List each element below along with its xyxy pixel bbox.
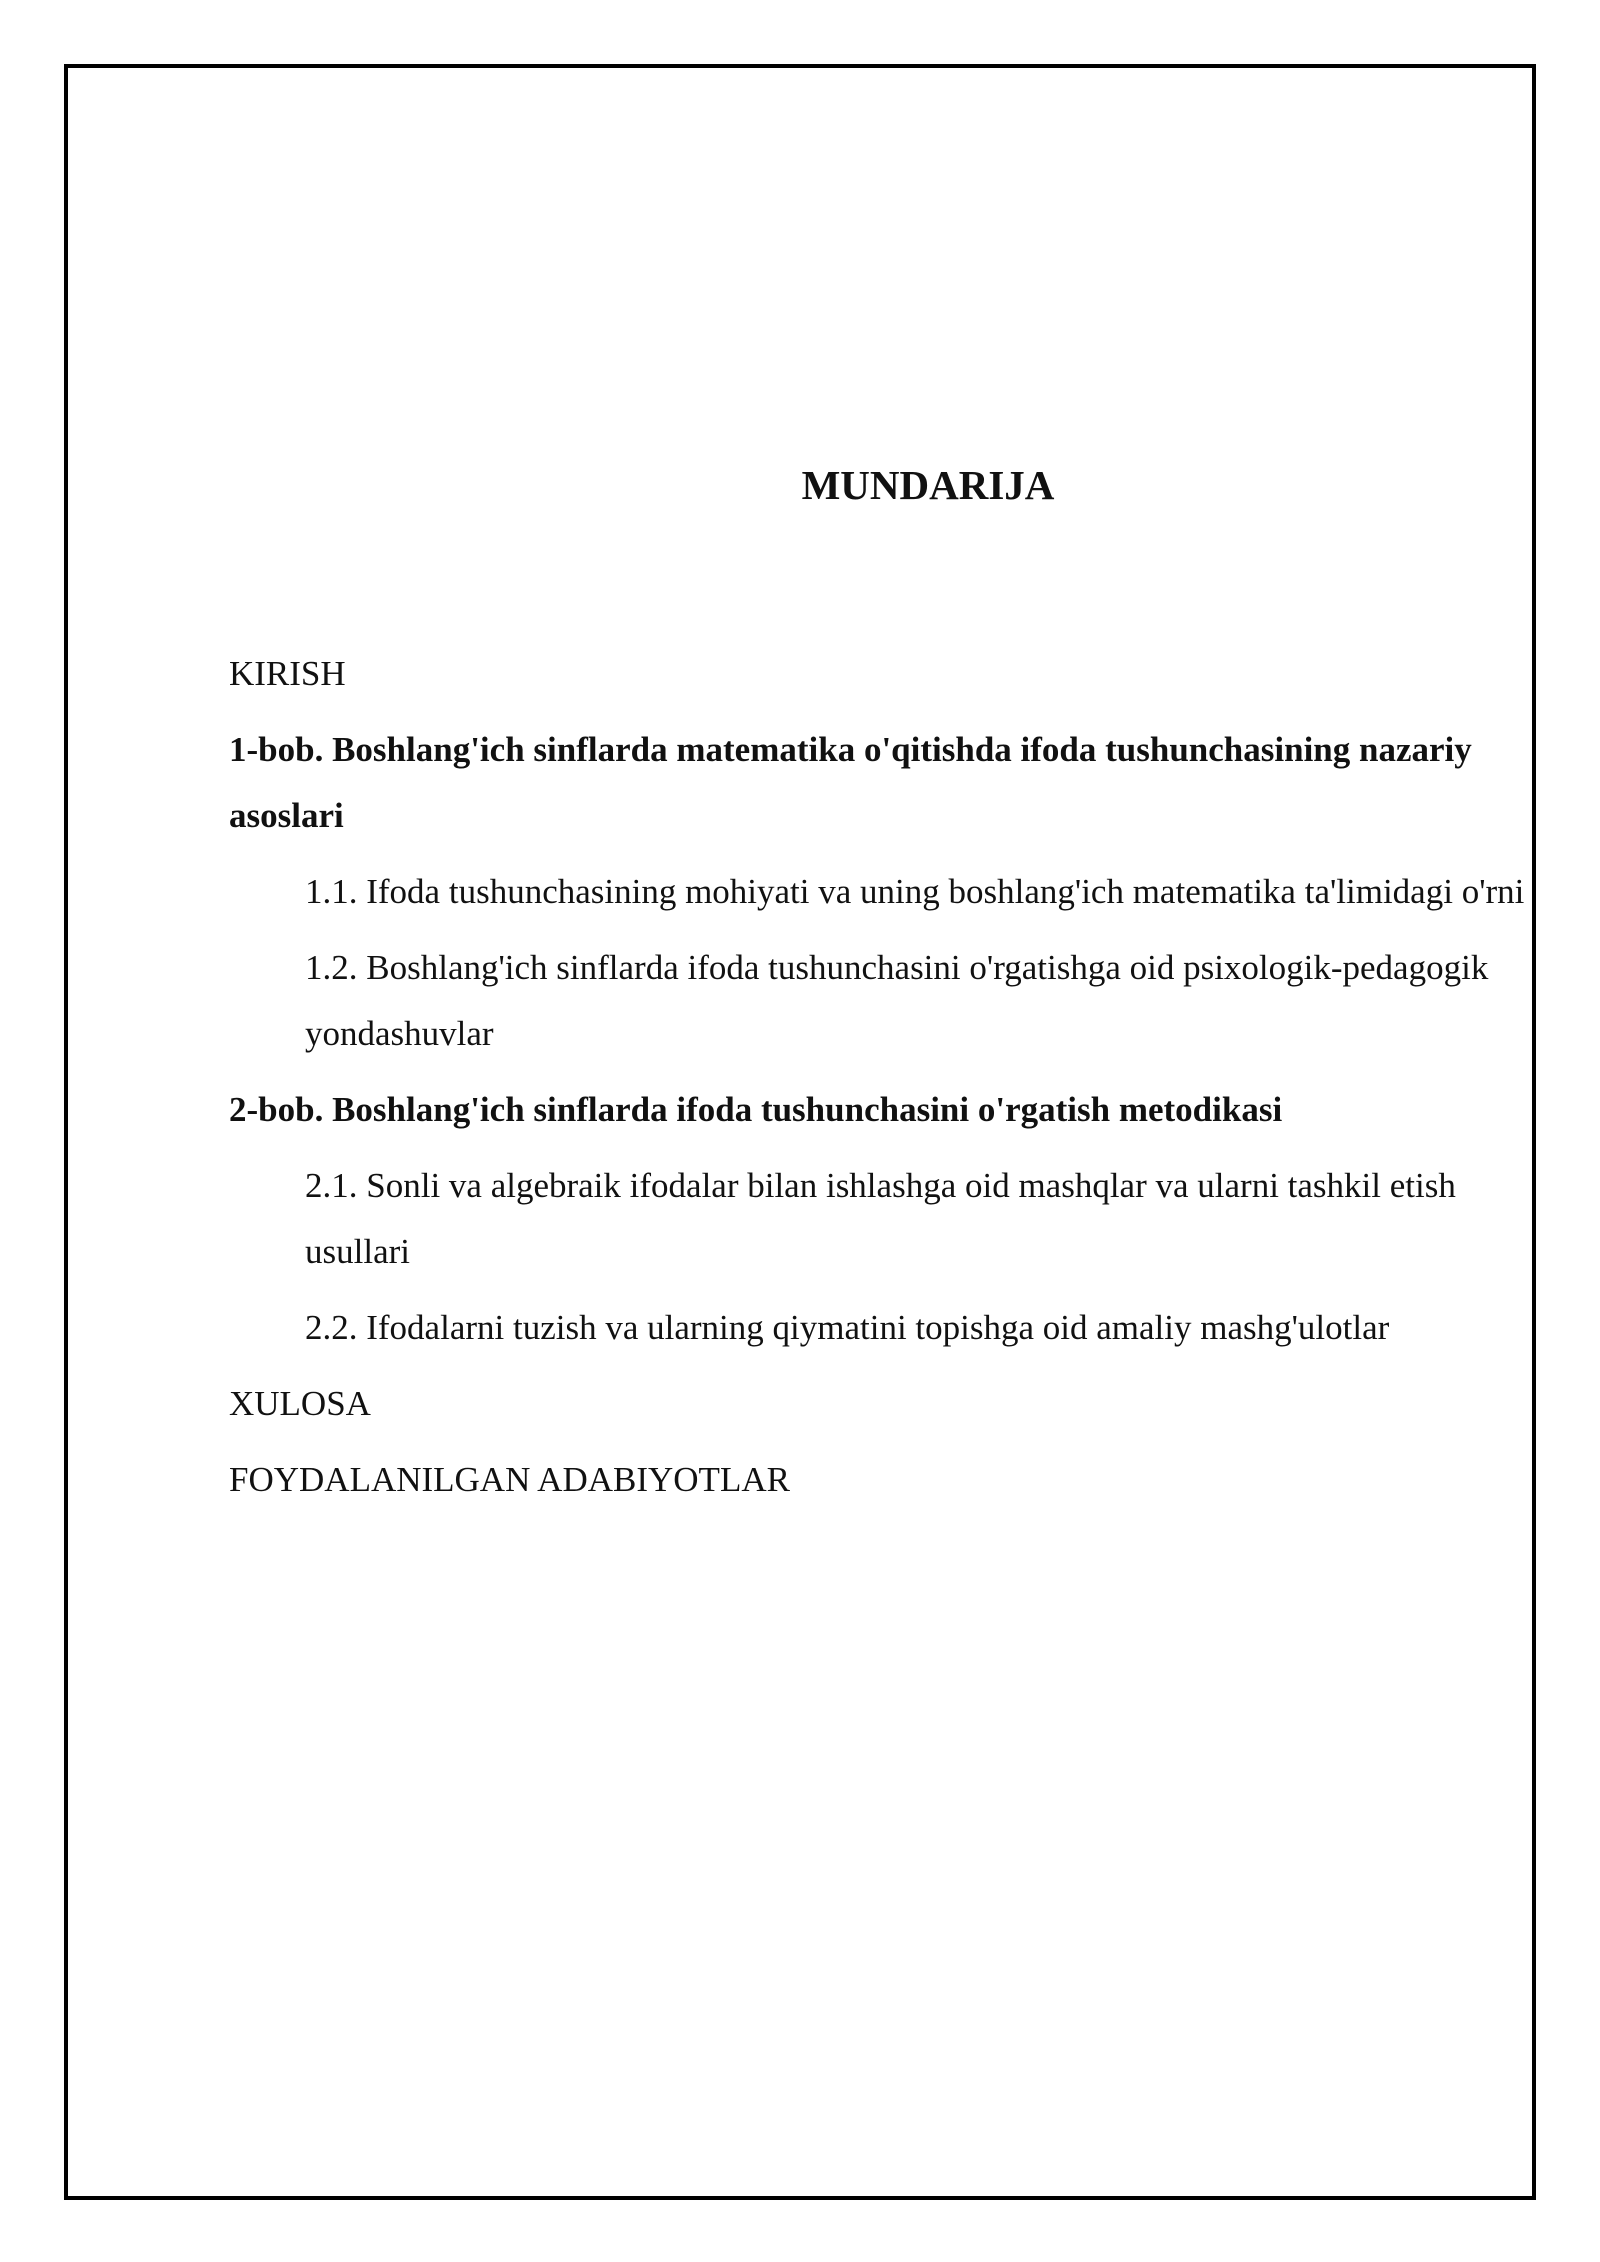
toc-entry-section-2-1: 2.1. Sonli va algebraik ifodalar bilan ishlashga oid mashqlar va ularni tashkil etish usullari: [305, 1166, 1456, 1271]
toc-entry-section-2-2: 2.2. Ifodalarni tuzish va ularning qiymatini topishga oid amaliy mashg'ulotlar: [305, 1308, 1390, 1347]
toc-entry-references: FOYDALANILGAN ADABIYOTLAR: [229, 1460, 790, 1499]
toc-entry-conclusion: XULOSA: [229, 1384, 371, 1423]
toc-entry-section-1-1: 1.1. Ifoda tushunchasining mohiyati va uning boshlang'ich matematika ta'limidagi o'rni: [305, 872, 1525, 911]
table-of-contents: [229, 641, 1529, 1523]
toc-entry-chapter-1: 1-bob. Boshlang'ich sinflarda matematika o'qitishda ifoda tushunchasining nazariy asoslari: [229, 730, 1472, 835]
page-title: MUNDARIJA: [801, 462, 1055, 508]
toc-entry-introduction: KIRISH: [229, 654, 346, 693]
toc-entry-section-1-2: 1.2. Boshlang'ich sinflarda ifoda tushunchasini o'rgatishga oid psixologik-pedagogik yondashuvlar: [305, 948, 1489, 1053]
toc-entry-chapter-2: 2-bob. Boshlang'ich sinflarda ifoda tushunchasini o'rgatish metodikasi: [229, 1090, 1283, 1129]
